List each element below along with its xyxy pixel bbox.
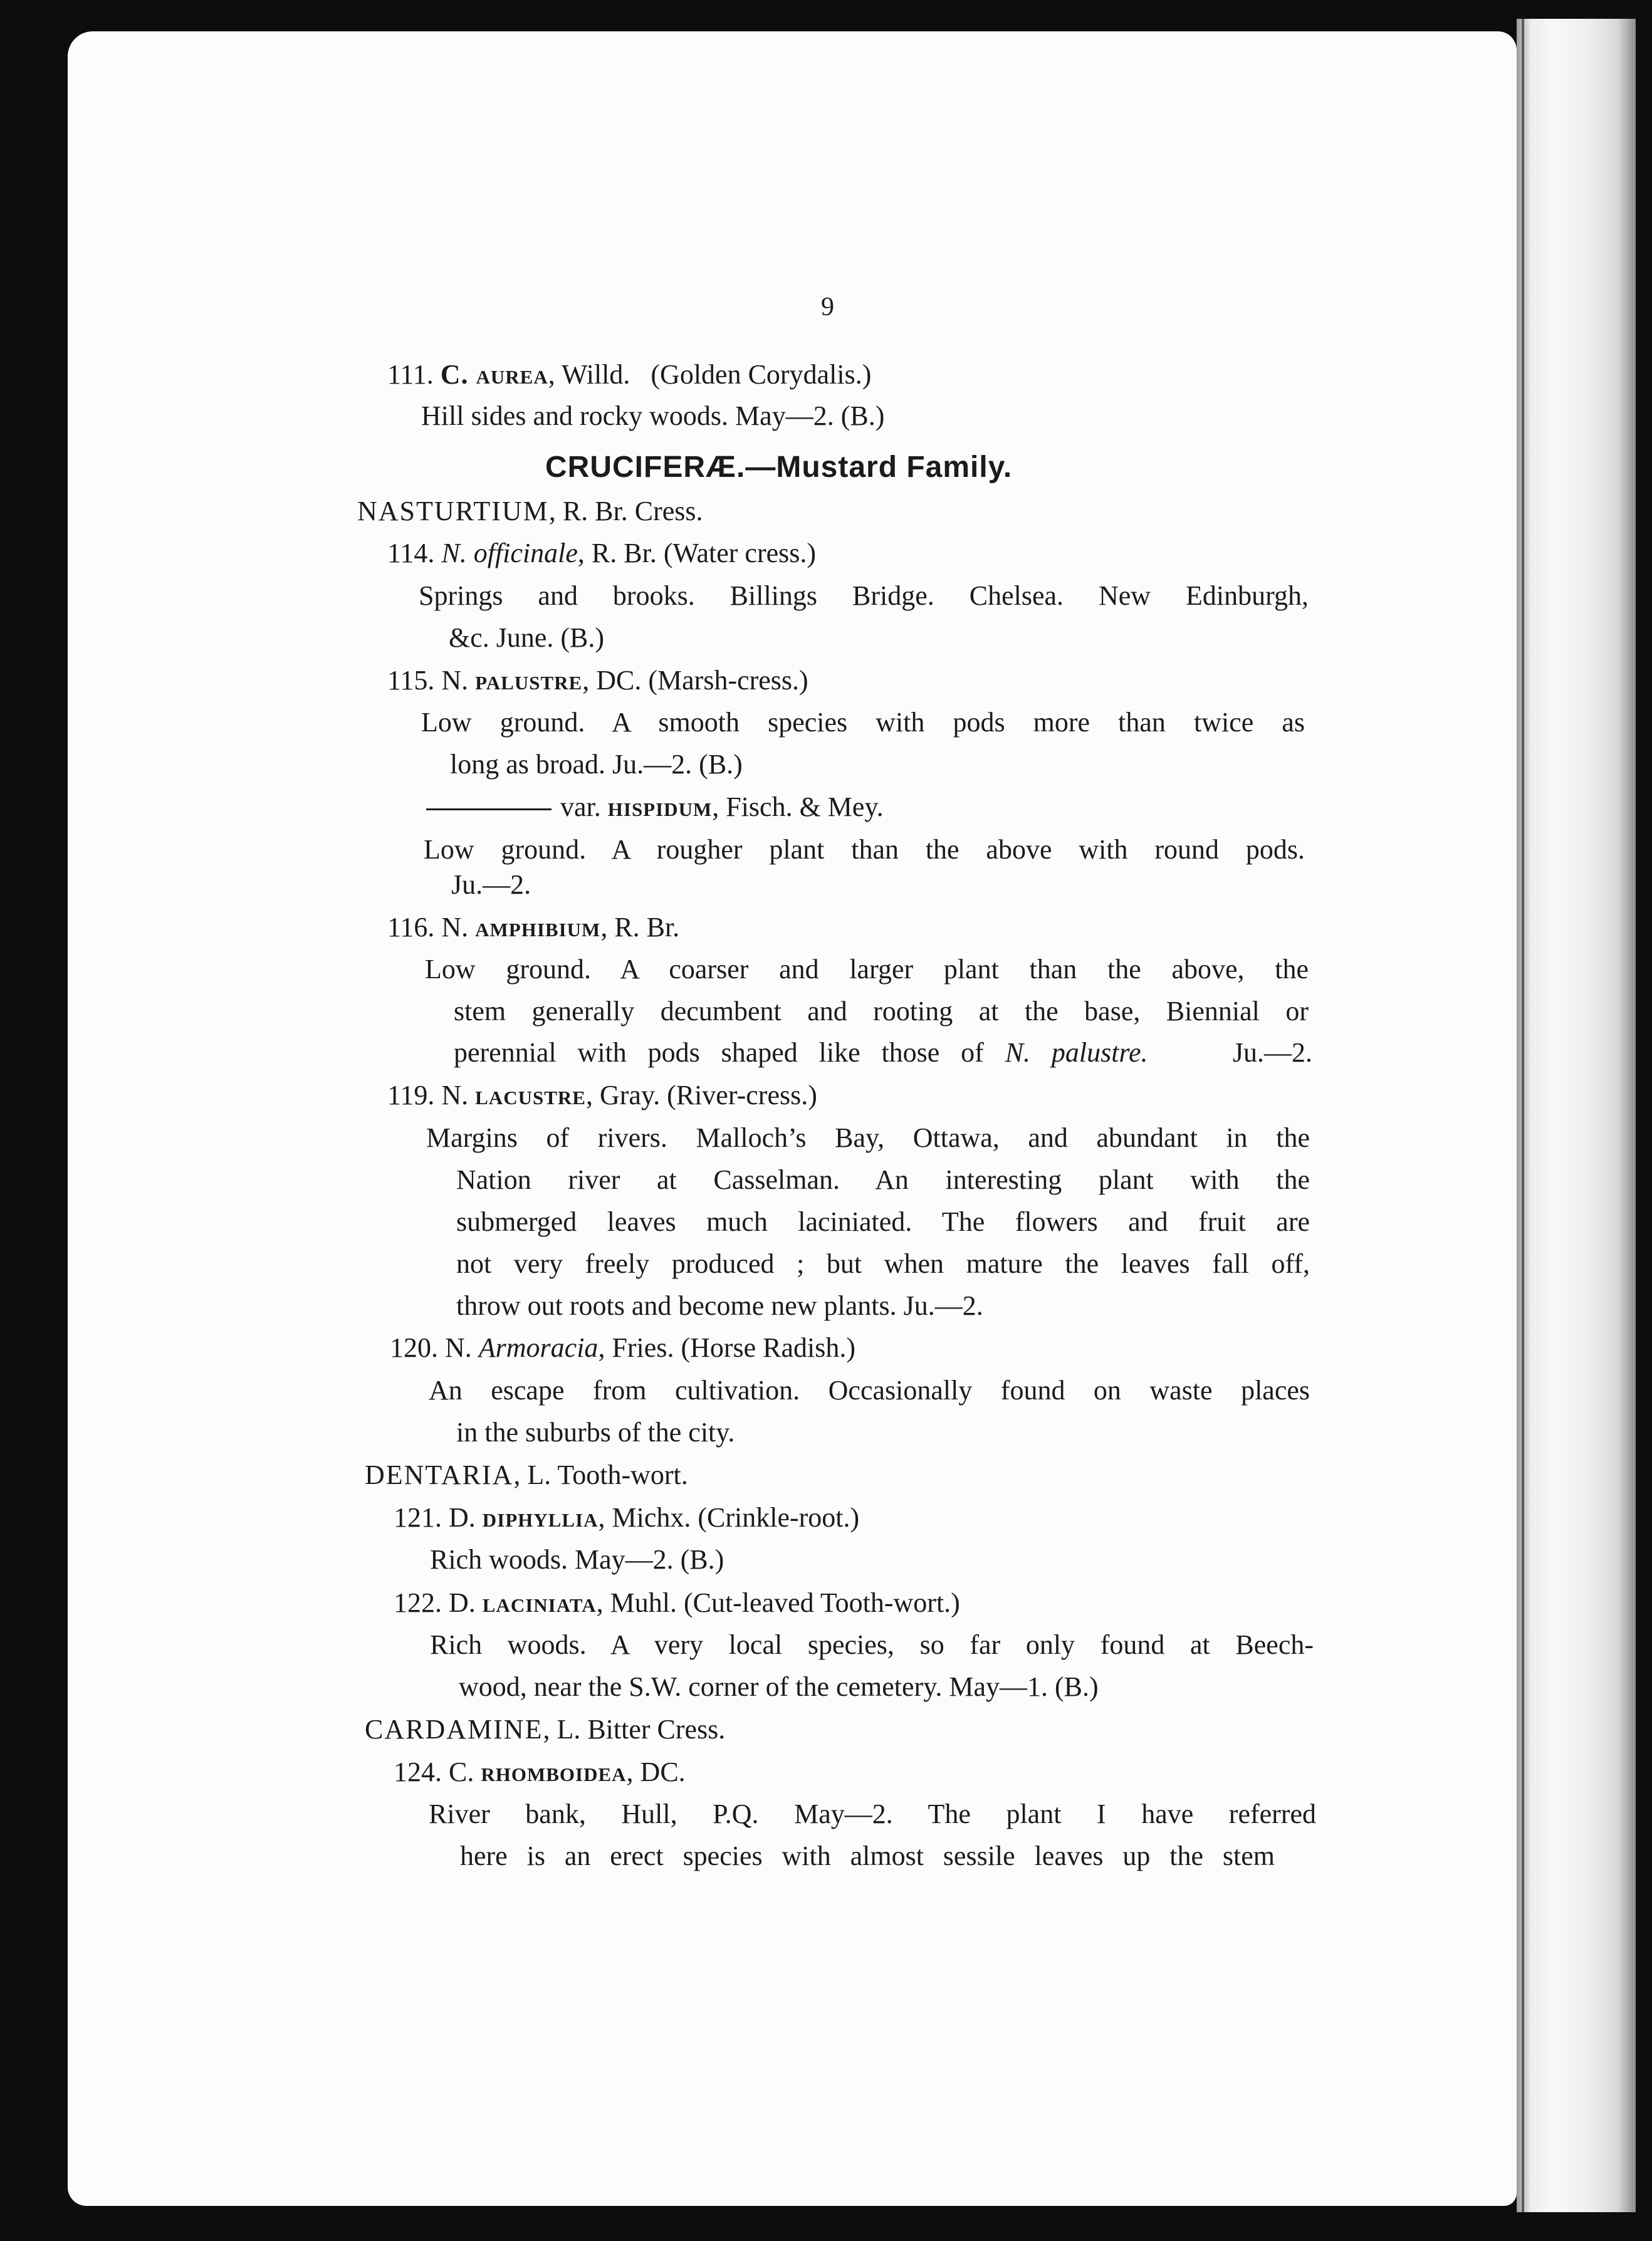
species-name: C. aurea — [440, 359, 548, 390]
entry-114-description-line-1: Springs and brooks. Billings Bridge. Chelsea. New Edinburgh, — [419, 580, 1309, 611]
entry-number: 121. — [394, 1502, 442, 1533]
entry-number: 124. — [394, 1757, 442, 1787]
entry-114-title — [387, 536, 816, 571]
entry-122-title: 122. D. laciniata, Muhl. (Cut-leaved Tooth-wort.) — [394, 1587, 960, 1618]
authority: , R. Br. — [600, 912, 680, 943]
entry-111-description: Hill sides and rocky woods. May—2. (B.) — [421, 400, 885, 431]
entry-number: 111. — [387, 359, 434, 390]
entry-120-title: 120. N. Armoracia, Fries. (Horse Radish.) — [390, 1332, 856, 1363]
entry-number: 119. — [387, 1080, 435, 1110]
variety-hispidum-description-line-1: Low ground. A rougher plant than the above with round pods. — [424, 834, 1305, 865]
entry-number: 114. — [387, 538, 435, 568]
ditto-rule — [426, 808, 552, 810]
entry-124-title: 124. C. rhomboidea, DC. — [394, 1757, 686, 1787]
species-name: palustre — [475, 665, 583, 696]
entry-120-description-line-2: in the suburbs of the city. — [456, 1417, 735, 1448]
species-name: lacustre — [475, 1080, 586, 1110]
authority: , Muhl. (Cut-leaved Tooth-wort.) — [596, 1587, 960, 1618]
entry-number: 116. — [387, 912, 435, 943]
species-reference: N. palustre. — [1005, 1037, 1148, 1068]
authority: , DC. (Marsh-cress.) — [582, 665, 808, 696]
entry-119-title: 119. N. lacustre, Gray. (River-cress.) — [387, 1080, 817, 1110]
entry-115-title: 115. N. palustre, DC. (Marsh-cress.) — [387, 665, 808, 696]
variety-hispidum-title: var. hispidum, Fisch. & Mey. — [426, 790, 884, 825]
authority: , Willd. — [548, 359, 630, 390]
entry-116-description-line-3: perennial with pods shaped like those of N. palustre. Ju.—2. — [454, 1037, 1313, 1068]
genus-name: NASTURTIUM — [357, 496, 549, 526]
page-number: 9 — [821, 293, 834, 321]
entry-116-title: 116. N. amphibium, R. Br. — [387, 912, 680, 943]
entry-116-description-line-2: stem generally decumbent and rooting at the base, Biennial or — [454, 996, 1309, 1026]
entry-119-description-line-5: throw out roots and become new plants. Ju.—2. — [456, 1290, 983, 1321]
species-name: N. officinale — [441, 538, 578, 568]
species-name: amphibium — [475, 912, 601, 943]
entry-number: 115. — [387, 665, 435, 696]
genus-name: DENTARIA — [365, 1460, 514, 1490]
entry-115-description-line-2: long as broad. Ju.—2. (B.) — [450, 749, 743, 780]
authority: , R. Br. (Water cress.) — [577, 538, 817, 568]
species-name: rhomboidea — [481, 1757, 627, 1787]
authority: , Fries. (Horse Radish.) — [598, 1332, 856, 1363]
entry-119-description-line-2: Nation river at Casselman. An interesting plant with the — [456, 1164, 1310, 1195]
entry-120-description-line-1: An escape from cultivation. Occasionally found on waste places — [429, 1375, 1310, 1406]
entry-115-description-line-1: Low ground. A smooth species with pods more than twice as — [421, 707, 1305, 738]
genus-authority: , R. Br. Cress. — [548, 496, 703, 526]
entry-111-title — [387, 357, 871, 392]
species-name: laciniata — [482, 1587, 597, 1618]
genus-authority: , L. Tooth-wort. — [513, 1460, 688, 1490]
entry-116-description-line-1: Low ground. A coarser and larger plant than the above, the — [425, 954, 1309, 985]
genus-nasturtium — [357, 494, 703, 529]
entry-122-description-line-1: Rich woods. A very local species, so far only found at Beech- — [430, 1629, 1314, 1660]
entry-119-description-line-3: submerged leaves much laciniated. The flowers and fruit are — [456, 1206, 1310, 1237]
genus-dentaria — [365, 1458, 688, 1493]
authority: , DC. — [626, 1757, 686, 1787]
species-name: Armoracia — [478, 1332, 599, 1363]
entry-124-description-line-2: here is an erect species with almost sessile leaves up the stem — [460, 1841, 1275, 1871]
authority: , Michx. (Crinkle-root.) — [598, 1502, 860, 1533]
entry-119-description-line-4: not very freely produced ; but when mature the leaves fall off, — [456, 1248, 1310, 1279]
authority: , Fisch. & Mey. — [712, 791, 884, 822]
genus-name: CARDAMINE — [365, 1714, 543, 1745]
variety-name: hispidum — [607, 791, 713, 822]
entry-121-description: Rich woods. May—2. (B.) — [430, 1544, 724, 1575]
species-name: diphyllia — [482, 1502, 599, 1533]
entry-114-description-line-2: &c. June. (B.) — [449, 622, 605, 653]
authority: , Gray. (River-cress.) — [585, 1080, 817, 1110]
genus-cardamine — [365, 1712, 725, 1747]
entry-121-title: 121. D. diphyllia, Michx. (Crinkle-root.) — [394, 1502, 860, 1533]
entry-number: 120. — [390, 1332, 438, 1363]
entry-122-description-line-2: wood, near the S.W. corner of the cemetery. May—1. (B.) — [459, 1671, 1099, 1702]
common-name: (Golden Corydalis.) — [651, 359, 872, 390]
entry-119-description-line-1: Margins of rivers. Malloch’s Bay, Ottawa, and abundant in the — [426, 1122, 1310, 1153]
entry-number: 122. — [394, 1587, 442, 1618]
family-heading: CRUCIFERÆ.—Mustard Family. — [545, 451, 1013, 484]
page-edge-shadow — [1517, 19, 1636, 2212]
variety-hispidum-description-line-2: Ju.—2. — [451, 869, 531, 900]
genus-authority: , L. Bitter Cress. — [543, 1714, 726, 1745]
entry-124-description-line-1: River bank, Hull, P.Q. May—2. The plant I have referred — [429, 1799, 1316, 1829]
